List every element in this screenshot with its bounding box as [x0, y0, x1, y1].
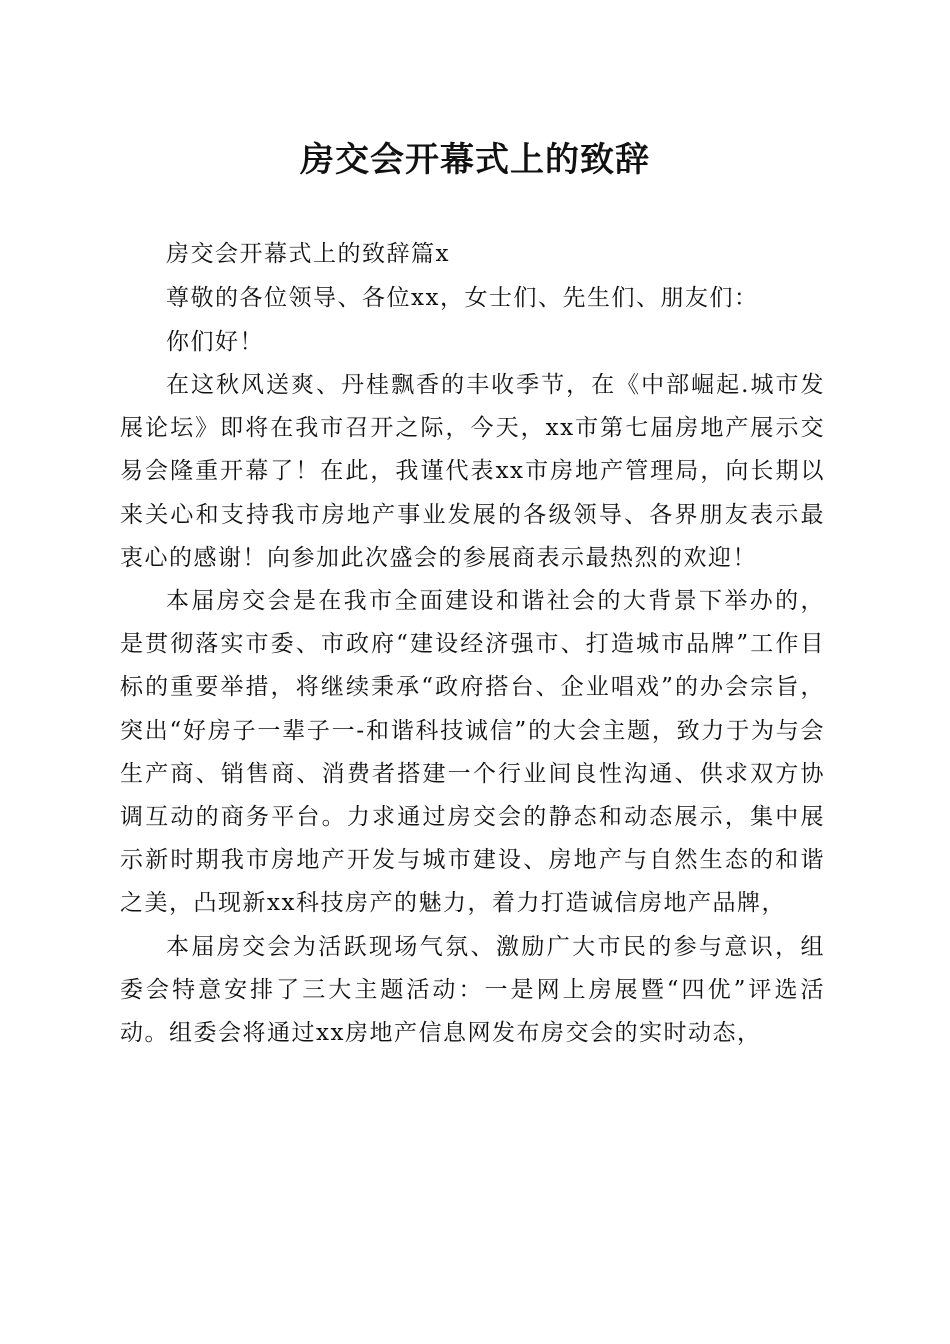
greeting-paragraph: 你们好！: [166, 329, 264, 355]
body-paragraph: 在这秋风送爽、丹桂飘香的丰收季节，在《中部崛起.城市发展论坛》即将在我市召开之际，今天，xx市第七届房地产展示交易会隆重开幕了！在此，我谨代表xx市房地产管理局，向长期以来关心和支持我市房地产事业发展的各级领导、各界朋友表示最衷心的感谢！向参加此次盛会的参展商表示最热烈的欢迎！: [120, 372, 825, 571]
salutation-paragraph: 尊敬的各位领导、各位xx，女士们、先生们、朋友们：: [166, 285, 759, 311]
subtitle-paragraph: 房交会开幕式上的致辞篇x: [166, 241, 450, 267]
document-body: [120, 232, 825, 1055]
document-title: 房交会开幕式上的致辞: [300, 140, 650, 180]
body-paragraph: 本届房交会是在我市全面建设和谐社会的大背景下举办的，是贯彻落实市委、市政府“建设经济强市、打造城市品牌”工作目标的重要举措，将继续秉承“政府搭台、企业唱戏”的办会宗旨，突出“好房子一辈子一-和谐科技诚信”的大会主题，致力于为与会生产商、销售商、消费者搭建一个行业间良性沟通、供求双方协调互动的商务平台。力求通过房交会的静态和动态展示，集中展示新时期我市房地产开发与城市建设、房地产与自然生态的和谐之美，凸现新xx科技房产的魅力，着力打造诚信房地产品牌，: [120, 588, 825, 917]
body-paragraph: 本届房交会为活跃现场气氛、激励广大市民的参与意识，组委会特意安排了三大主题活动：一是网上房展暨“四优”评选活动。组委会将通过xx房地产信息网发布房交会的实时动态，: [120, 933, 825, 1047]
